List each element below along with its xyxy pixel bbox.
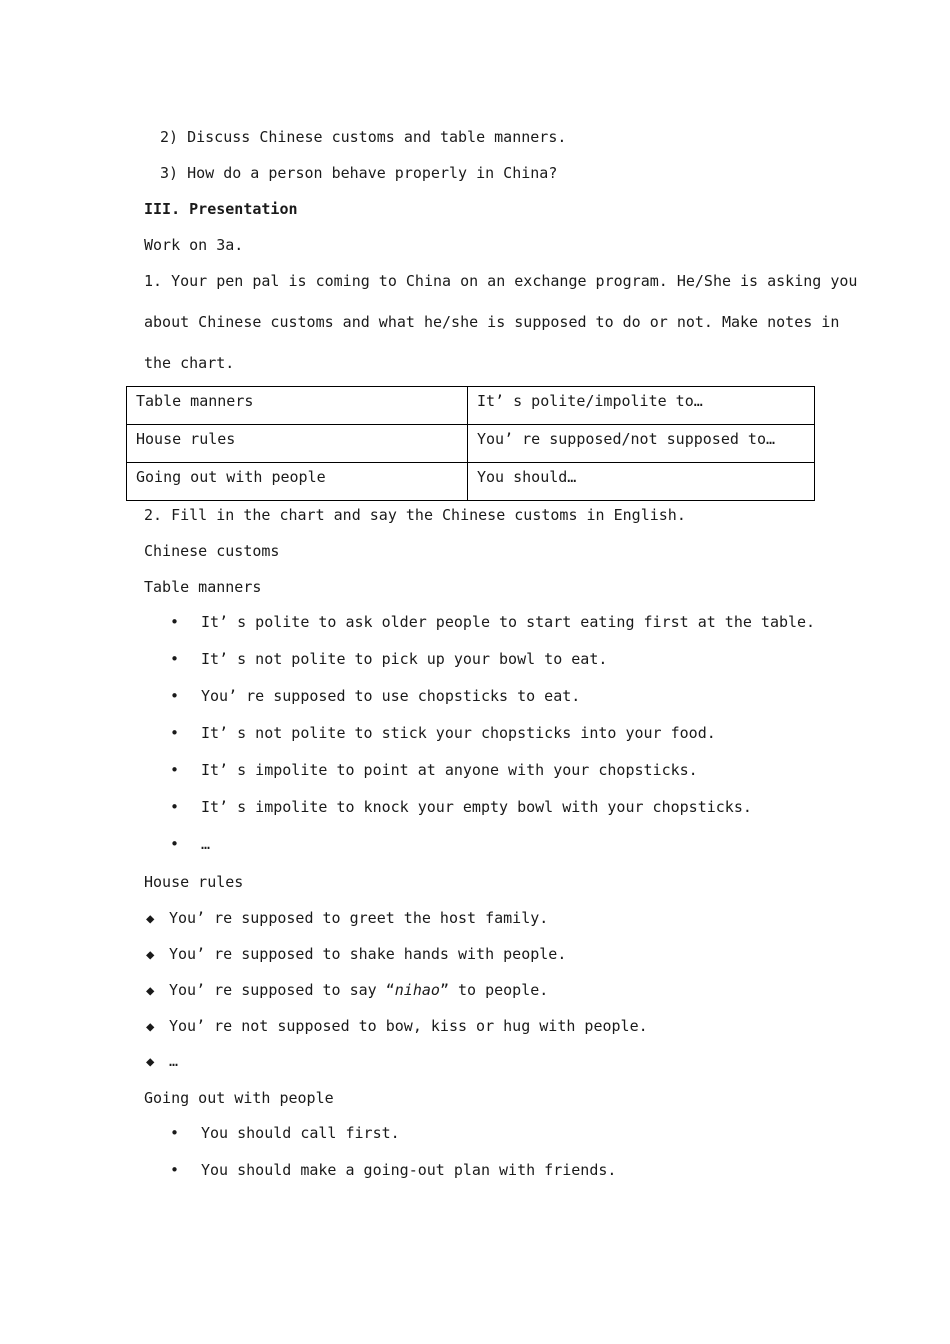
list-item: • It’ s impolite to knock your empty bowl with your chopsticks. xyxy=(170,798,752,816)
list-item: ◆ You’ re supposed to say “nihao” to people. xyxy=(146,981,549,999)
bullet-icon: • xyxy=(170,1161,180,1179)
bullet-icon: • xyxy=(170,798,180,816)
task2-instruction: 2. Fill in the chart and say the Chinese customs in English. xyxy=(144,506,686,524)
bullet-icon: • xyxy=(170,650,180,668)
task1-line1: 1. Your pen pal is coming to China on an exchange program. He/She is asking you xyxy=(144,272,858,290)
list-item: ◆ … xyxy=(146,1052,179,1070)
list-item: • It’ s polite to ask older people to start eating first at the table. xyxy=(170,613,816,631)
list-item: ◆ You’ re supposed to shake hands with people. xyxy=(146,945,567,963)
chart-topic: Table manners xyxy=(127,387,468,425)
diamond-bullet-icon: ◆ xyxy=(146,983,155,999)
list-item: • You should call first. xyxy=(170,1124,400,1142)
chart-topic: Going out with people xyxy=(127,463,468,501)
work-on-label: Work on 3a. xyxy=(144,236,244,254)
customs-title: Chinese customs xyxy=(144,542,280,560)
bullet-icon: • xyxy=(170,687,180,705)
bullet-icon: • xyxy=(170,835,180,853)
list-item: • It’ s not polite to stick your chopsticks into your food. xyxy=(170,724,716,742)
list-item: • You’ re supposed to use chopsticks to eat. xyxy=(170,687,581,705)
bullet-icon: • xyxy=(170,724,180,742)
chart-phrase: You should… xyxy=(468,463,815,501)
notes-chart xyxy=(126,386,815,501)
chart-phrase: It’ s polite/impolite to… xyxy=(468,387,815,425)
diamond-bullet-icon: ◆ xyxy=(146,1019,155,1035)
table-manners-title: Table manners xyxy=(144,578,262,596)
list-item: • … xyxy=(170,835,211,853)
going-out-title: Going out with people xyxy=(144,1089,334,1107)
diamond-bullet-icon: ◆ xyxy=(146,1054,155,1070)
diamond-bullet-icon: ◆ xyxy=(146,947,155,963)
task1-line3: the chart. xyxy=(144,354,235,372)
list-item: • You should make a going-out plan with friends. xyxy=(170,1161,617,1179)
bullet-icon: • xyxy=(170,1124,180,1142)
task1-line2: about Chinese customs and what he/she is supposed to do or not. Make notes in xyxy=(144,313,840,331)
chart-row xyxy=(127,387,815,425)
chart-phrase: You’ re supposed/not supposed to… xyxy=(468,425,815,463)
list-item: • It’ s impolite to point at anyone with your chopsticks. xyxy=(170,761,698,779)
intro-item-3: 3) How do a person behave properly in China? xyxy=(160,164,558,182)
list-item: ◆ You’ re supposed to greet the host family. xyxy=(146,909,549,927)
chart-row xyxy=(127,425,815,463)
bullet-icon: • xyxy=(170,761,180,779)
chart-topic: House rules xyxy=(127,425,468,463)
intro-item-2: 2) Discuss Chinese customs and table manners. xyxy=(160,128,567,146)
chart-row xyxy=(127,463,815,501)
diamond-bullet-icon: ◆ xyxy=(146,911,155,927)
bullet-icon: • xyxy=(170,613,180,631)
section-heading: III. Presentation xyxy=(144,200,298,218)
house-rules-title: House rules xyxy=(144,873,244,891)
list-item: • It’ s not polite to pick up your bowl to eat. xyxy=(170,650,608,668)
list-item: ◆ You’ re not supposed to bow, kiss or hug with people. xyxy=(146,1017,648,1035)
